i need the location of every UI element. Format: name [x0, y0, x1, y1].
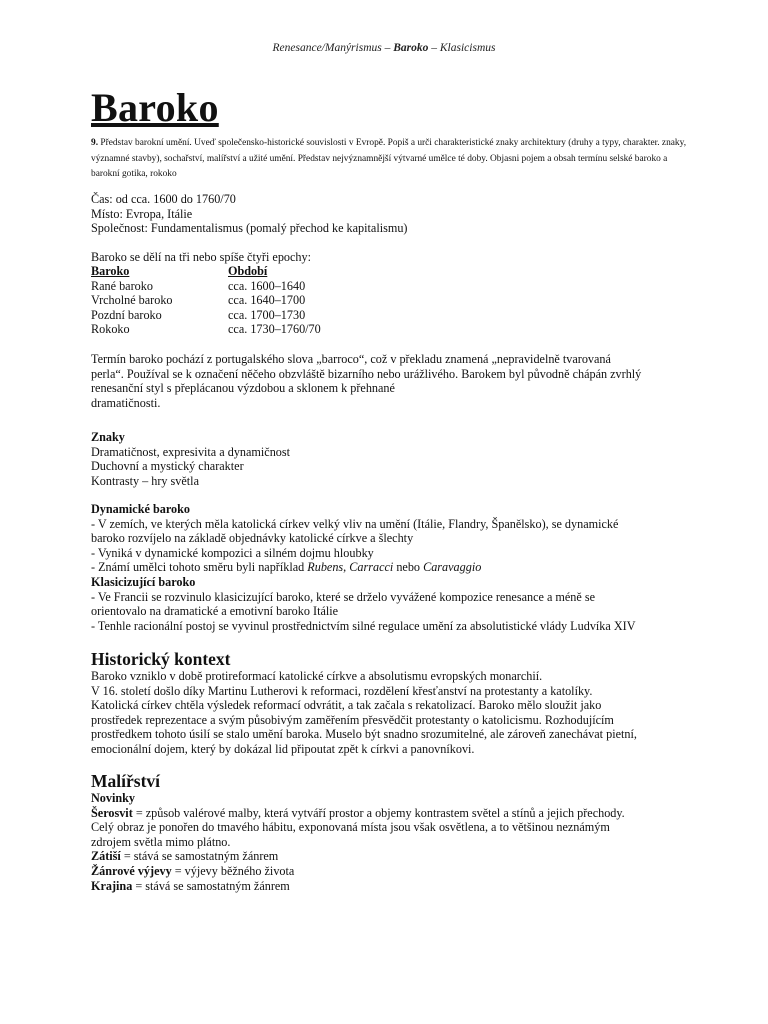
classic-line: - Tenhle racionální postoj se vyvinul prostřednictvím silné regulace umění za absolutistické vlády Ludvíka XIV — [91, 618, 636, 633]
table-row — [91, 293, 428, 308]
periods-header-style: Baroko — [91, 264, 130, 278]
table-row — [91, 308, 428, 323]
fact-place: Místo: Evropa, Itálie — [91, 206, 193, 221]
artists-conjunction: nebo — [393, 560, 424, 575]
header-prev: Renesance/Manýrismus – — [272, 42, 394, 54]
term-line: dramatičnosti. — [91, 395, 161, 410]
periods-table — [91, 264, 428, 337]
znaky-section — [91, 430, 691, 488]
page-title: Baroko — [91, 85, 219, 130]
zatisi-line — [91, 849, 691, 864]
artist-rubens: Rubens — [307, 560, 344, 575]
painting-subheading: Novinky — [91, 791, 136, 805]
serosvit-term: Šerosvit — [91, 805, 133, 820]
dynamic-artists-line — [91, 560, 691, 575]
zanr-definition: = výjevy běžného života — [171, 863, 295, 878]
artist-caravaggio: Caravaggio — [423, 560, 482, 575]
term-paragraph — [91, 352, 691, 410]
painting-heading: Malířství — [91, 771, 161, 791]
serosvit-line — [91, 806, 691, 821]
artists-intro: - Známí umělci tohoto směru byli například — [91, 560, 308, 575]
period-range: cca. 1730–1760/70 — [228, 322, 321, 337]
assignment-number: 9. — [91, 138, 99, 148]
history-heading: Historický kontext — [91, 649, 231, 669]
period-name: Pozdní baroko — [91, 307, 162, 322]
header-next: – Klasicismus — [428, 42, 496, 54]
periods-header-row — [91, 264, 428, 279]
header-current: Baroko — [393, 42, 429, 54]
term-line: perla“. Používal se k označení něčeho obzvláště bizarního nebo urážlivého. Barokem byl původně chápán zvrhlý — [91, 366, 642, 381]
znaky-heading: Znaky — [91, 430, 125, 444]
dynamic-heading: Dynamické baroko — [91, 502, 190, 516]
period-name: Rané baroko — [91, 278, 153, 293]
dynamic-line: baroko rozvíjelo na základě objednávky katolické církve a šlechty — [91, 531, 414, 546]
artist-carracci: Carracci — [349, 560, 394, 575]
period-range: cca. 1700–1730 — [228, 307, 306, 322]
dynamic-baroque-section — [91, 502, 691, 633]
table-row — [91, 279, 428, 294]
assignment-text: Představ barokní umění. Uveď společensko-historické souvislosti v Evropě. Popiš a urči charakteristické znaky architektury (druhy a typy, charakter. znaky, významné stavby), sochařství, malířství a užité umění. Představ nejvýznamnější výtvarné umělce té doby. Objasni pojem a obsah termínu selské baroko a barokní gotika, rokoko — [91, 138, 687, 179]
painting-section — [91, 791, 691, 893]
assignment — [91, 136, 691, 183]
classic-heading: Klasicizující baroko — [91, 574, 196, 589]
list-item: Duchovní a mystický charakter — [91, 459, 244, 474]
serosvit-line: zdrojem světla mimo plátno. — [91, 834, 231, 849]
classic-line: orientovalo na dramatické a emotivní baroko Itálie — [91, 604, 339, 619]
history-line: Katolická církev chtěla výsledek reformací odvrátit, a tak začala s rekatolizací. Baroko mělo sloužit jako — [91, 698, 602, 713]
artists-separator: , — [343, 560, 350, 575]
period-range: cca. 1600–1640 — [228, 278, 306, 293]
zatisi-definition: = stává se samostatným žánrem — [120, 849, 279, 864]
facts-block — [91, 192, 691, 236]
dynamic-line: - V zemích, ve kterých měla katolická církev velký vliv na umění (Itálie, Flandry, Španělsko), se dynamické — [91, 516, 619, 531]
serosvit-line: Celý obraz je ponořen do tmavého hábitu, exponovaná místa jsou však osvětlena, a to většinou neznámým — [91, 820, 610, 835]
history-line: emocionální dojem, který by dokázal lid připoutat zpět k církvi a panovníkovi. — [91, 741, 475, 756]
fact-time: Čas: od cca. 1600 do 1760/70 — [91, 192, 236, 206]
krajina-line — [91, 879, 691, 894]
krajina-term: Krajina — [91, 878, 133, 893]
periods-header-period: Období — [228, 264, 268, 278]
zanr-term: Žánrové výjevy — [91, 863, 172, 878]
list-item: Dramatičnost, expresivita a dynamičnost — [91, 444, 291, 459]
fact-society: Společnost: Fundamentalismus (pomalý přechod ke kapitalismu) — [91, 221, 408, 236]
zanr-line — [91, 864, 691, 879]
history-line: prostředkem tohoto úsilí se stalo umění baroka. Muselo být snadno srozumitelné, ale zároveň zanechávat pietní, — [91, 727, 637, 742]
table-row — [91, 322, 428, 337]
zatisi-term: Zátiší — [91, 849, 121, 864]
term-line: Termín baroko pochází z portugalského slova „barroco“, což v překladu znamená „nepravidelně tvarovaná — [91, 352, 611, 366]
term-line: renesanční styl s přeplácanou výzdobou a sklonem k přehnané — [91, 381, 395, 396]
serosvit-definition: = způsob valérové malby, která vytváří prostor a objemy kontrastem světel a stínů a jejich přechody. — [132, 805, 625, 820]
dynamic-line: - Vyniká v dynamické kompozici a silném dojmu hloubky — [91, 545, 374, 560]
running-header — [0, 42, 768, 54]
history-line: Baroko vzniklo v době protireformací katolické církve a absolutismu evropských monarchií. — [91, 669, 543, 683]
krajina-definition: = stává se samostatným žánrem — [132, 878, 290, 893]
periods-intro: Baroko se dělí na tři nebo spíše čtyři epochy: — [91, 250, 311, 264]
history-line: prostředek reprezentace a svým působivým zaměřením přesvědčit protestanty o katolicismu. Rozhodujícím — [91, 712, 614, 727]
history-line: V 16. století došlo díky Martinu Lutherovi k reformaci, rozdělení křesťanství na protestanty a katolíky. — [91, 683, 593, 698]
history-paragraph — [91, 669, 691, 757]
period-name: Vrcholné baroko — [91, 293, 173, 308]
classic-line: - Ve Francii se rozvinulo klasicizující baroko, které se drželo vyvážené kompozice renesance a méně se — [91, 589, 595, 604]
period-name: Rokoko — [91, 322, 130, 337]
period-range: cca. 1640–1700 — [228, 293, 306, 308]
list-item: Kontrasty – hry světla — [91, 473, 199, 488]
